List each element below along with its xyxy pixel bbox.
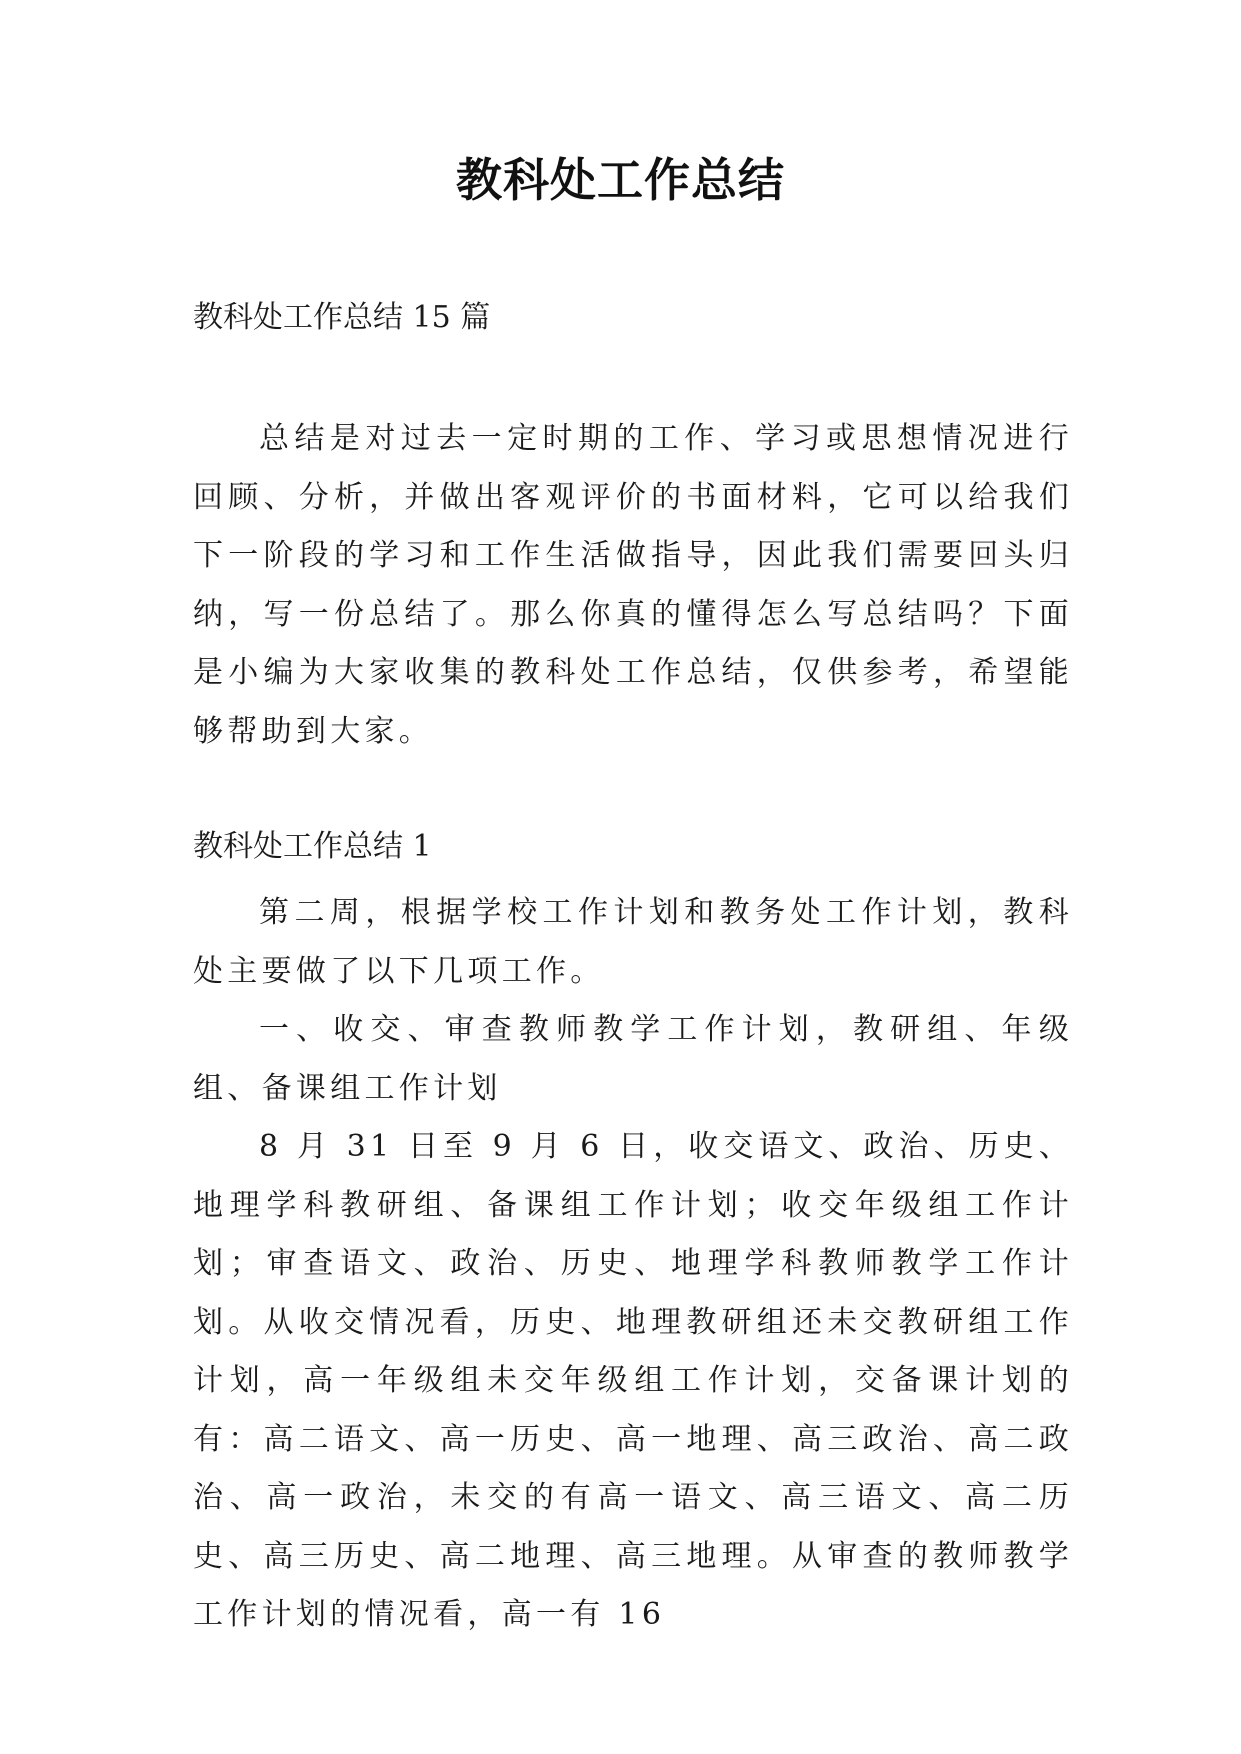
body-paragraph-2: 一、收交、审查教师教学工作计划，教研组、年级组、备课组工作计划 [193, 1012, 1073, 1106]
intro-paragraph: 总结是对过去一定时期的工作、学习或思想情况进行回顾、分析，并做出客观评价的书面材料，它可以给我们下一阶段的学习和工作生活做指导，因此我们需要回头归纳，写一份总结了。那么你真的懂得怎么写总结吗？下面是小编为大家收集的教科处工作总结，仅供参考，希望能够帮助到大家。 [193, 421, 1073, 749]
section-heading: 教科处工作总结 1 [193, 829, 432, 864]
document-title: 教科处工作总结 [456, 153, 785, 207]
body-paragraph-3: 8 月 31 日至 9 月 6 日，收交语文、政治、历史、地理学科教研组、备课组工作计划；收交年级组工作计划；审查语文、政治、历史、地理学科教师教学工作计划。从收交情况看，历史、地理教研组还未交教研组工作计划，高一年级组未交年级组工作计划，交备课计划的有：高二语文、高一历史、高一地理、高三政治、高二政治、高一政治，未交的有高一语文、高三语文、高二历史、高三历史、高二地理、高三地理。从审查的教师教学工作计划的情况看，高一有 16 [193, 1129, 1073, 1632]
body-paragraph-1: 第二周，根据学校工作计划和教务处工作计划，教科处主要做了以下几项工作。 [193, 895, 1073, 989]
document-subtitle: 教科处工作总结 15 篇 [193, 300, 491, 335]
